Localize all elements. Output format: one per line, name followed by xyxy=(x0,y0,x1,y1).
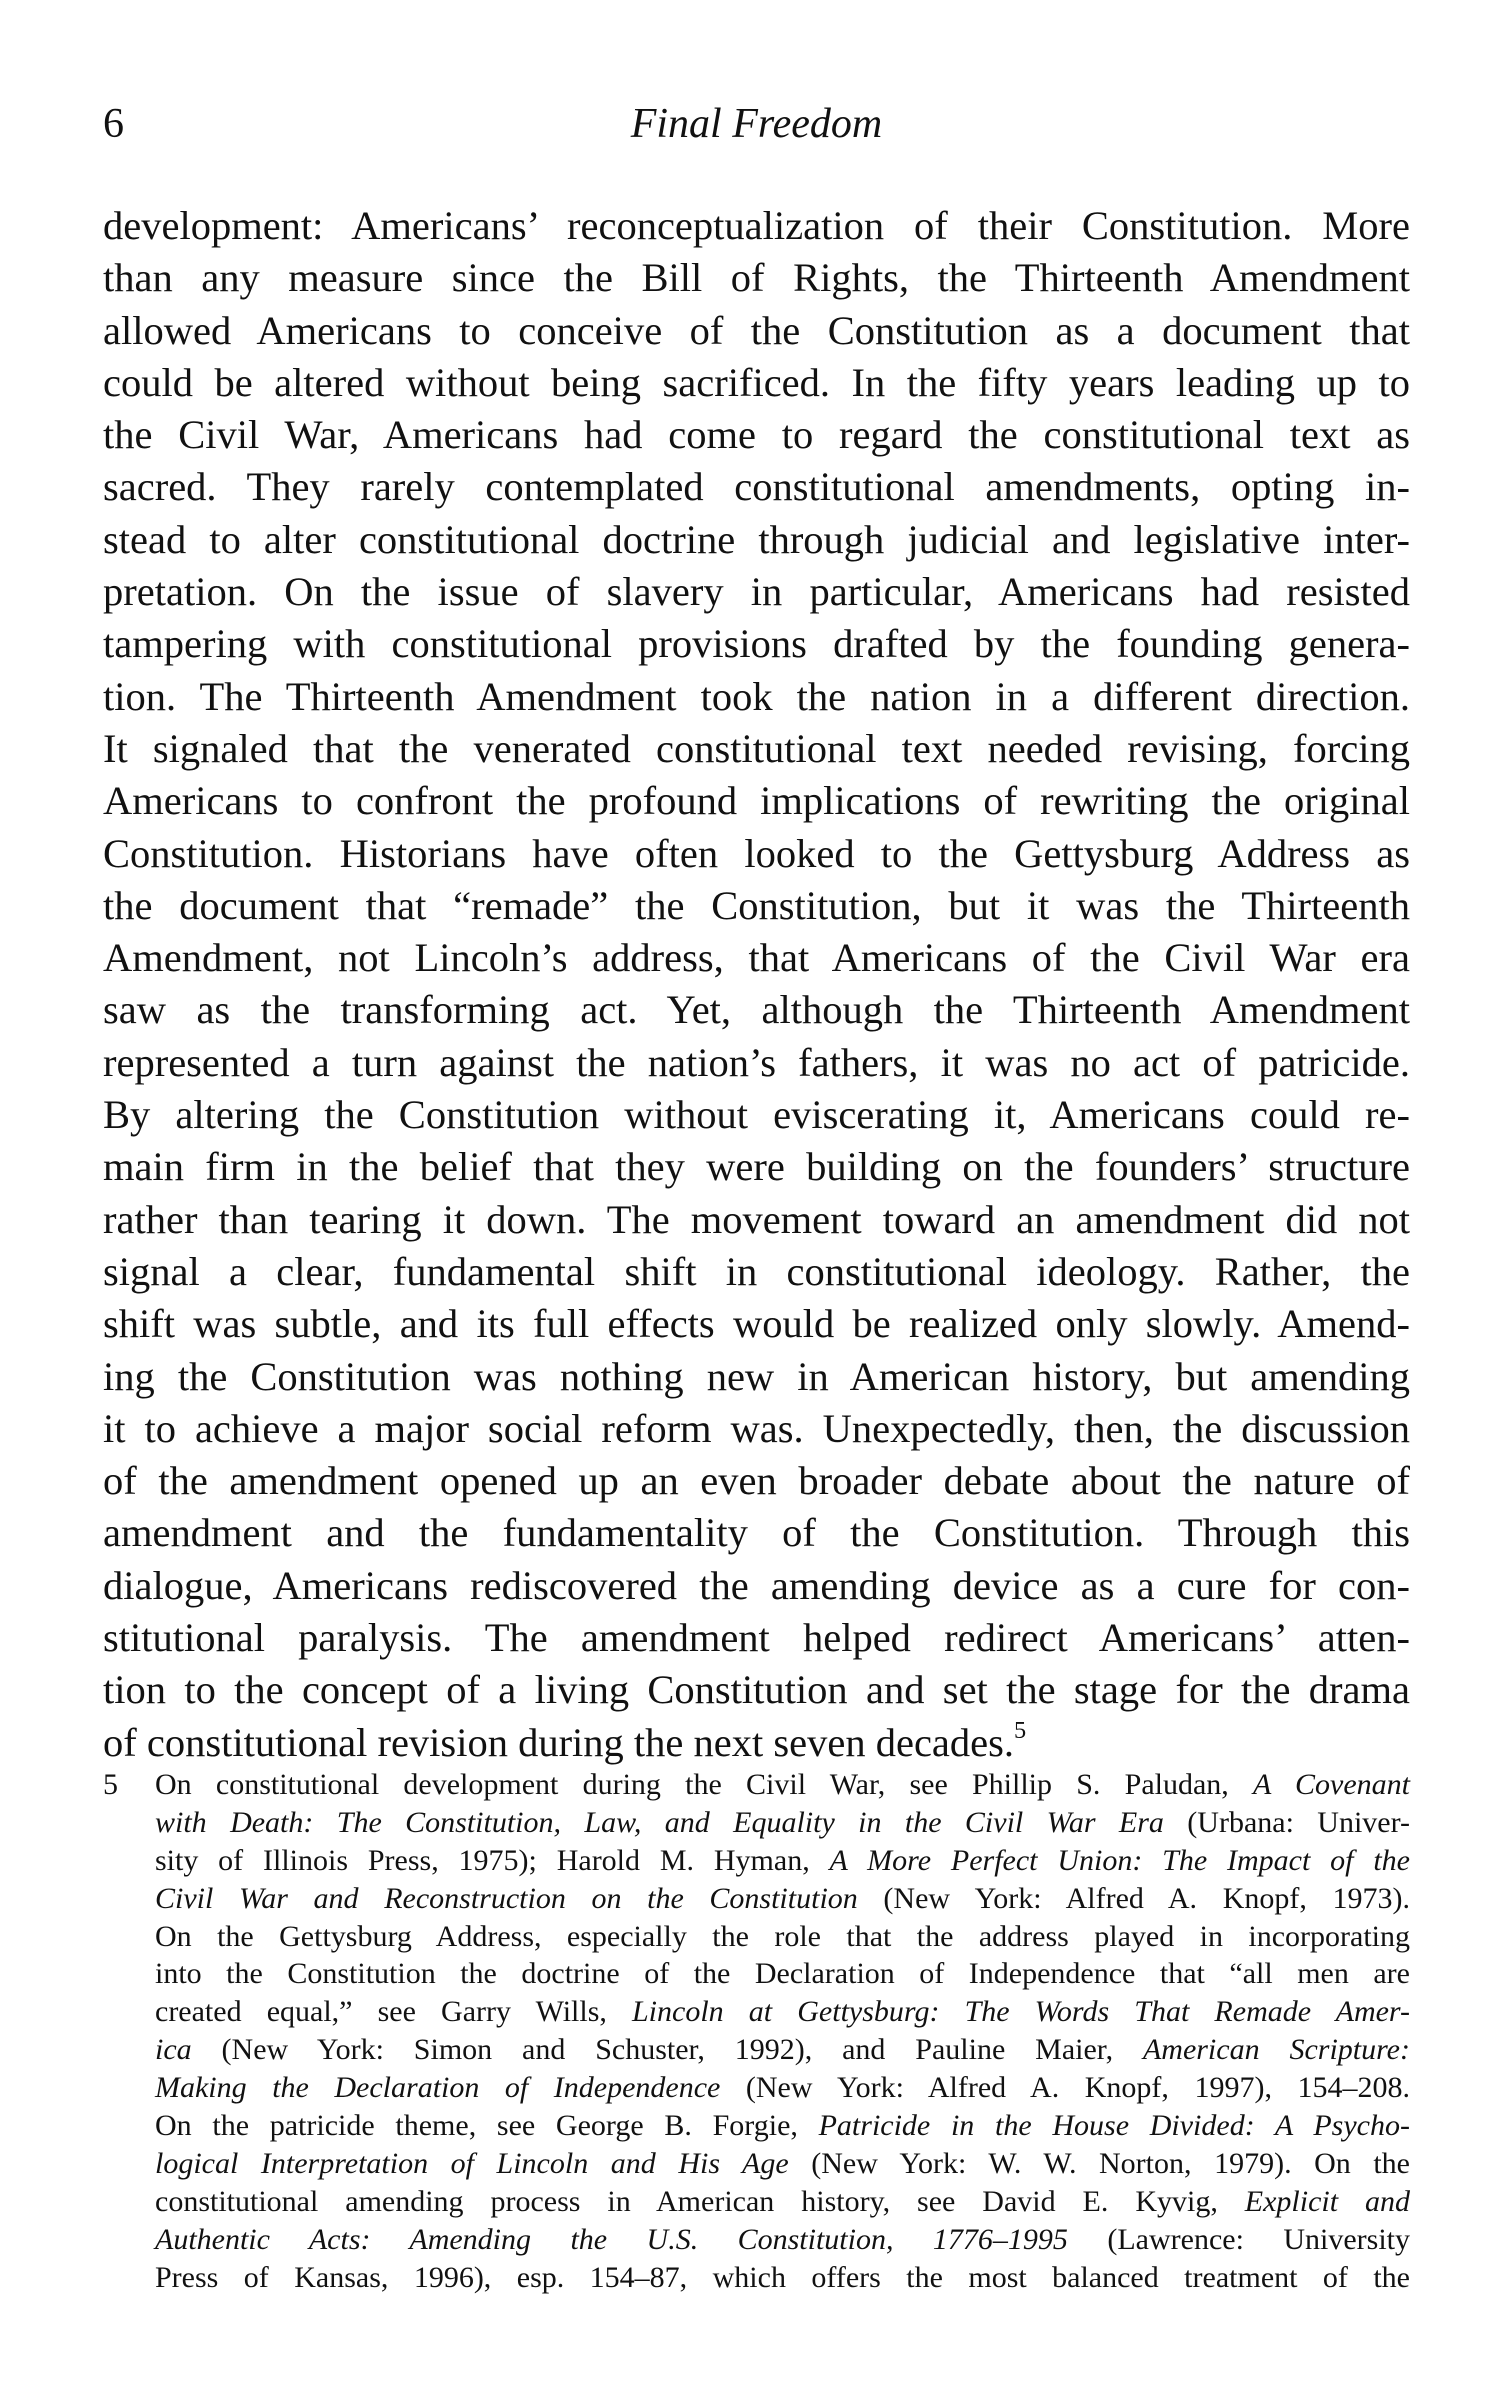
footnote-number: 5 xyxy=(103,1768,118,1801)
body-line: stead to alter constitutional doctrine through judicial and legislative inter- xyxy=(103,516,1410,562)
citation-title: Making the Declaration of Independence xyxy=(155,2071,721,2105)
body-line: main firm in the belief that they were building on the founders’ structure xyxy=(103,1144,1410,1190)
body-line: the Civil War, Americans had come to regard the constitutional text as xyxy=(103,412,1410,458)
footnote-line xyxy=(155,2183,1410,2221)
body-line: sacred. They rarely contemplated constitutional amendments, opting in- xyxy=(103,464,1410,510)
footnote-text-segment: (New York: W. W. Norton, 1979). On the xyxy=(788,2146,1410,2180)
running-head xyxy=(103,100,1410,160)
footnote-line xyxy=(155,1993,1410,2031)
body-line-text: of constitutional revision during the next seven decades. xyxy=(103,1719,1015,1765)
footnote-text-segment: (Urbana: Univer- xyxy=(1163,1805,1410,1839)
footnote-text-segment: (New York: Simon and Schuster, 1992), and Pauline Maier, xyxy=(191,2033,1143,2067)
footnote-text xyxy=(155,1766,1410,2296)
body-line: allowed Americans to conceive of the Constitution as a document that xyxy=(103,307,1410,353)
citation-title: Authentic Acts: Amending the U.S. Constitution, 1776–1995 xyxy=(155,2222,1068,2256)
body-line: of the amendment opened up an even broader debate about the nature of xyxy=(103,1458,1410,1504)
footnote-line xyxy=(155,2259,1410,2297)
body-line: tion. The Thirteenth Amendment took the nation in a different direction. xyxy=(103,673,1410,719)
citation-title: logical Interpretation of Lincoln and His Age xyxy=(155,2146,789,2180)
body-line: tion to the concept of a living Constitution and set the stage for the drama xyxy=(103,1667,1410,1713)
citation-title: American Scripture: xyxy=(1142,2033,1410,2067)
footnote-text-segment: On constitutional development during the Civil War, see Phillip S. Paludan, xyxy=(155,1768,1254,1801)
body-line: rather than tearing it down. The movement toward an amendment did not xyxy=(103,1196,1410,1242)
footnote-line xyxy=(155,2107,1410,2145)
footnote-line xyxy=(155,1766,1410,1804)
citation-title: with Death: The Constitution, Law, and Equality in the Civil War Era xyxy=(155,1805,1164,1839)
body-line: pretation. On the issue of slavery in particular, Americans had resisted xyxy=(103,569,1410,615)
body-line: shift was subtle, and its full effects would be realized only slowly. Amend- xyxy=(103,1301,1410,1347)
citation-title: Explicit and xyxy=(1244,2184,1411,2218)
body-paragraph xyxy=(103,200,1410,1769)
footnote-line xyxy=(155,1842,1410,1880)
footnote-line xyxy=(155,2031,1410,2069)
footnote-line xyxy=(155,2221,1410,2259)
footnote-line xyxy=(155,2145,1410,2183)
body-line: amendment and the fundamentality of the Constitution. Through this xyxy=(103,1510,1410,1556)
footnote-text-segment: constitutional amending process in American history, see David E. Kyvig, xyxy=(155,2184,1245,2218)
body-line: ing the Constitution was nothing new in American history, but amending xyxy=(103,1353,1410,1399)
body-line: it to achieve a major social reform was. Unexpectedly, then, the discussion xyxy=(103,1405,1410,1451)
footnote-text-segment: created equal,” see Garry Wills, xyxy=(155,1995,632,2029)
body-line: could be altered without being sacrificed. In the fifty years leading up to xyxy=(103,359,1410,405)
citation-title: A More Perfect Union: The Impact of the xyxy=(829,1843,1410,1877)
citation-title: ica xyxy=(155,2033,192,2067)
body-line: Constitution. Historians have often looked to the Gettysburg Address as xyxy=(103,830,1410,876)
body-line: than any measure since the Bill of Rights, the Thirteenth Amendment xyxy=(103,255,1410,301)
citation-title: Civil War and Reconstruction on the Constitution xyxy=(155,1881,858,1915)
footnote-text-segment: (New York: Alfred A. Knopf, 1973). xyxy=(857,1881,1410,1915)
footnote-text-segment: Press of Kansas, 1996), esp. 154–87, which offers the most balanced treatment of the xyxy=(155,2260,1410,2294)
footnote-line xyxy=(155,1804,1410,1842)
body-line: Americans to confront the profound implications of rewriting the original xyxy=(103,778,1410,824)
body-line: signal a clear, fundamental shift in constitutional ideology. Rather, the xyxy=(103,1248,1410,1294)
body-line xyxy=(103,1717,1410,1769)
body-line: By altering the Constitution without eviscerating it, Americans could re- xyxy=(103,1092,1410,1138)
body-line: tampering with constitutional provisions drafted by the founding genera- xyxy=(103,621,1410,667)
body-line: development: Americans’ reconceptualization of their Constitution. More xyxy=(103,203,1410,248)
citation-title: A Covenant xyxy=(1253,1768,1410,1801)
body-line: stitutional paralysis. The amendment helped redirect Americans’ atten- xyxy=(103,1615,1410,1661)
footnote-line xyxy=(155,2069,1410,2107)
footnote-text-segment: (New York: Alfred A. Knopf, 1997), 154–208. xyxy=(720,2071,1410,2105)
footnote-text-segment: On the Gettysburg Address, especially the role that the address played in incorporating xyxy=(155,1919,1410,1953)
footnote-text-segment: (Lawrence: University xyxy=(1067,2222,1410,2256)
footnote-line xyxy=(155,1918,1410,1956)
page-number: 6 xyxy=(103,101,124,147)
citation-title: Lincoln at Gettysburg: The Words That Remade Amer- xyxy=(632,1995,1410,2029)
body-line: the document that “remade” the Constitution, but it was the Thirteenth xyxy=(103,882,1410,928)
body-line: dialogue, Americans rediscovered the amending device as a cure for con- xyxy=(103,1562,1410,1608)
body-line: represented a turn against the nation’s fathers, it was no act of patricide. xyxy=(103,1039,1410,1085)
footnote-reference[interactable]: 5 xyxy=(1014,1716,1027,1744)
footnote-text-segment: sity of Illinois Press, 1975); Harold M. Hyman, xyxy=(155,1843,830,1877)
citation-title: Patricide in the House Divided: A Psycho- xyxy=(818,2109,1410,2143)
body-line: It signaled that the venerated constitutional text needed revising, forcing xyxy=(103,725,1410,771)
book-title: Final Freedom xyxy=(630,101,883,147)
body-line: saw as the transforming act. Yet, although the Thirteenth Amendment xyxy=(103,987,1410,1033)
body-line: Amendment, not Lincoln’s address, that Americans of the Civil War era xyxy=(103,935,1410,981)
footnote-line xyxy=(155,1955,1410,1993)
footnote-text-segment: On the patricide theme, see George B. Forgie, xyxy=(155,2109,819,2143)
footnote-line xyxy=(155,1880,1410,1918)
footnote-text-segment: into the Constitution the doctrine of the Declaration of Independence that “all men are xyxy=(155,1957,1410,1991)
